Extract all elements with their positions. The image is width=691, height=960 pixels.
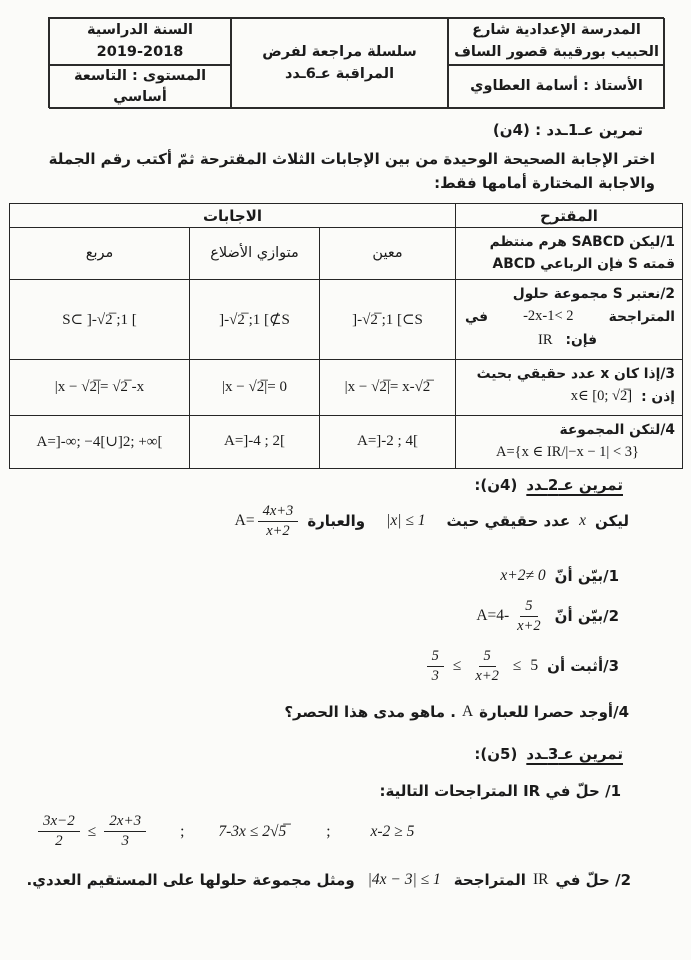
- fraction-denominator: x+2: [266, 522, 290, 539]
- proposal-1-line2: قمته S فإن الرباعي ABCD: [492, 256, 675, 273]
- ir-symbol: IR: [532, 871, 549, 888]
- question2-abs-inequality: |4x − 3| ≤ 1: [367, 871, 441, 888]
- exercise2-title-text: تمرين عـ2ـدد: [526, 476, 623, 494]
- mcq-header-row: [10, 204, 683, 228]
- fraction-numerator: 5: [479, 648, 496, 667]
- proposal-2-word-then: فإن:: [565, 332, 597, 349]
- proposal-3-word-then: إذن :: [641, 388, 675, 405]
- fraction-numerator: 2x+3: [104, 813, 146, 832]
- inequality2-expression: 7-3x ≤ 2√5̅: [218, 822, 287, 840]
- mcq-row-3: [10, 359, 683, 415]
- mcq-row-2: [10, 279, 683, 359]
- school-name-line1: المدرسة الإعدادية شارع: [472, 22, 641, 39]
- mcq-table: [9, 203, 683, 469]
- exercise1-title: تمرين عـ1ـدد : (4ن): [492, 121, 643, 139]
- proposal-4-line1: 4/لتكن المجموعة: [559, 421, 675, 438]
- level-text: المستوى : التاسعة أساسي: [73, 67, 207, 105]
- question2-followup: ومثل مجموعة حلولها على المستقيم العددي.: [26, 871, 355, 889]
- proposal-2-line1: 2/نعتبر S مجموعة حلول: [512, 285, 675, 302]
- fraction-numerator: 3x−2: [38, 813, 80, 832]
- fraction-denominator: 2: [55, 833, 63, 850]
- question4-label: 4/أوجد حصرا للعبارة: [479, 703, 629, 721]
- proposal-3-interval-expression: x∈ [0; √2̅]: [570, 388, 633, 405]
- series-title-cell: [231, 18, 448, 109]
- less-equal-sign: ≤: [87, 822, 97, 840]
- question3-label: 3/أثبت أن: [547, 657, 619, 676]
- expression-a-definition: [235, 503, 299, 539]
- exercise2-title: [474, 476, 623, 494]
- exercise3-inequalities-line: [38, 813, 414, 851]
- proposal-column-header: المقترح: [456, 204, 683, 228]
- answer-1-c: مربع: [10, 228, 190, 280]
- exercise2-question-3: [427, 648, 619, 684]
- fraction-numerator: 5: [427, 648, 444, 667]
- fraction-denominator: x+2: [517, 617, 541, 634]
- exercise3-title: [474, 745, 623, 763]
- exercise3-points: (5ن):: [474, 745, 518, 763]
- exercise1-instructions-line1: اختر الإجابة الصحيحة الوحيدة من بين الإجابات الثلاث المقترحة ثمّ أكتب رقم الجملة: [48, 150, 655, 168]
- given-variable-x: x: [579, 512, 587, 530]
- exercise2-question-2: [476, 598, 619, 634]
- inequality3-expression: x-2 ≥ 5: [370, 822, 415, 840]
- school-year-label: السنة الدراسية: [87, 22, 194, 39]
- proposal-4-line2: [460, 441, 675, 464]
- question4-followup: . ماهو مدى هذا الحصر؟: [284, 703, 456, 721]
- proposal-1: [456, 228, 683, 280]
- exercise1-instructions-line2: والاجابة المختارة أمامها فقط:: [434, 174, 655, 192]
- fraction-denominator: x+2: [475, 667, 499, 684]
- proposal-2-word-inequality: المتراجحة: [608, 308, 675, 325]
- proposal-3-line2: [460, 385, 675, 408]
- proposal-4: [456, 415, 683, 468]
- less-equal-sign: ≤: [452, 657, 462, 675]
- exercise2-points: (4ن):: [474, 476, 518, 494]
- teacher-name: الأستاذ : أسامة العطاوي: [470, 78, 643, 95]
- proposal-2-inequality-expression: -2x-1< 2: [523, 308, 574, 325]
- given-abs-condition: |x| ≤ 1: [386, 512, 426, 530]
- expression-a-equals: A=: [234, 512, 255, 530]
- question3-lower-fraction: [427, 648, 444, 684]
- answer-2-a: ]-√2̅ ;1 [⊂S: [320, 279, 456, 359]
- question3-upper-bound: 5: [530, 657, 539, 675]
- answer-3-b: |x − √2̅|= 0: [190, 359, 320, 415]
- proposal-3-line1: 3/إذا كان x عدد حقيقي بحيث: [476, 365, 675, 382]
- question2-word-inequality: المتراجحة: [453, 871, 526, 889]
- proposal-1-line1: 1/ليكن SABCD هرم منتظم: [489, 234, 675, 250]
- question4-variable-a: A: [461, 703, 474, 720]
- teacher-cell: [448, 65, 665, 109]
- level-cell: [49, 65, 231, 109]
- fraction-numerator: 5: [520, 598, 537, 617]
- school-name-line2: الحبيب بورقيبة قصور الساف: [454, 43, 659, 60]
- school-year-value: 2019-2018: [96, 43, 184, 60]
- exercise2-given-line: [235, 503, 629, 539]
- school-year-cell: [49, 18, 231, 65]
- mcq-row-1: [10, 228, 683, 280]
- given-word-let: ليكن: [595, 512, 629, 531]
- school-name-cell: [448, 18, 665, 65]
- answer-1-a: معين: [320, 228, 456, 280]
- answer-3-a: |x − √2̅|= x-√2̅: [320, 359, 456, 415]
- exercise2-question-1: [500, 567, 619, 585]
- proposal-2: [456, 279, 683, 359]
- question2-expression: [476, 598, 545, 634]
- mcq-row-4: [10, 415, 683, 468]
- answer-4-b: A=]-4 ; 2[: [190, 415, 320, 468]
- answer-4-a: A=]-2 ; 4[: [320, 415, 456, 468]
- question2-equals-part: A=4-: [476, 607, 510, 625]
- fraction-numerator: 4x+3: [258, 503, 299, 522]
- answer-1-b: متوازي الأضلاع: [190, 228, 320, 280]
- proposal-3: [456, 359, 683, 415]
- expression-a-fraction: [258, 503, 299, 539]
- exercise3-question-1: 1/ حلّ في IR المتراجحات التالية:: [379, 782, 621, 800]
- series-title-line1: سلسلة مراجعة لفرض: [262, 44, 417, 61]
- question1-expression: x+2≠ 0: [500, 567, 546, 584]
- question2-label: 2/بيّن أنّ: [554, 607, 619, 626]
- less-equal-sign: ≤: [512, 657, 522, 675]
- fraction-denominator: 3: [121, 833, 129, 850]
- separator-semicolon: ;: [180, 822, 185, 840]
- exercise3-title-text: تمرين عـ3ـدد: [526, 745, 623, 763]
- answers-column-header: الاجابات: [10, 204, 456, 228]
- given-word-real: عدد حقيقي حيث: [446, 512, 571, 531]
- proposal-2-word-in: في: [465, 308, 489, 325]
- answer-2-b: ]-√2̅ ;1 [⊄S: [190, 279, 320, 359]
- series-title-line2: المراقبة عـ6ـدد: [284, 65, 395, 82]
- given-word-expression: والعبارة: [307, 512, 366, 531]
- inequality1-right-fraction: [104, 813, 146, 851]
- question2-label: 2/ حلّ في: [555, 871, 631, 889]
- inequality1-left-fraction: [38, 813, 80, 851]
- exercise2-question-4: [284, 703, 629, 721]
- answer-3-c: |x − √2̅|= √2̅ -x: [10, 359, 190, 415]
- answer-2-c: S⊂ ]-√2̅ ;1 [: [10, 279, 190, 359]
- proposal-2-line2: [460, 305, 675, 328]
- question2-fraction: [512, 598, 545, 634]
- exercise3-question-2: [27, 871, 631, 889]
- question1-label: 1/بيّن أنّ: [554, 567, 619, 585]
- fraction-denominator: 3: [431, 667, 439, 684]
- separator-semicolon: ;: [326, 822, 331, 840]
- proposal-4-set-expression: A={x ∈ IR/|−x − 1| < 3}: [496, 444, 639, 461]
- proposal-2-line3: [460, 329, 675, 352]
- answer-4-c: A=]-∞; −4[∪]2; +∞[: [10, 415, 190, 468]
- proposal-2-ir-symbol: IR: [537, 331, 553, 348]
- header-info-table: [48, 17, 664, 108]
- question3-middle-fraction: [470, 648, 503, 684]
